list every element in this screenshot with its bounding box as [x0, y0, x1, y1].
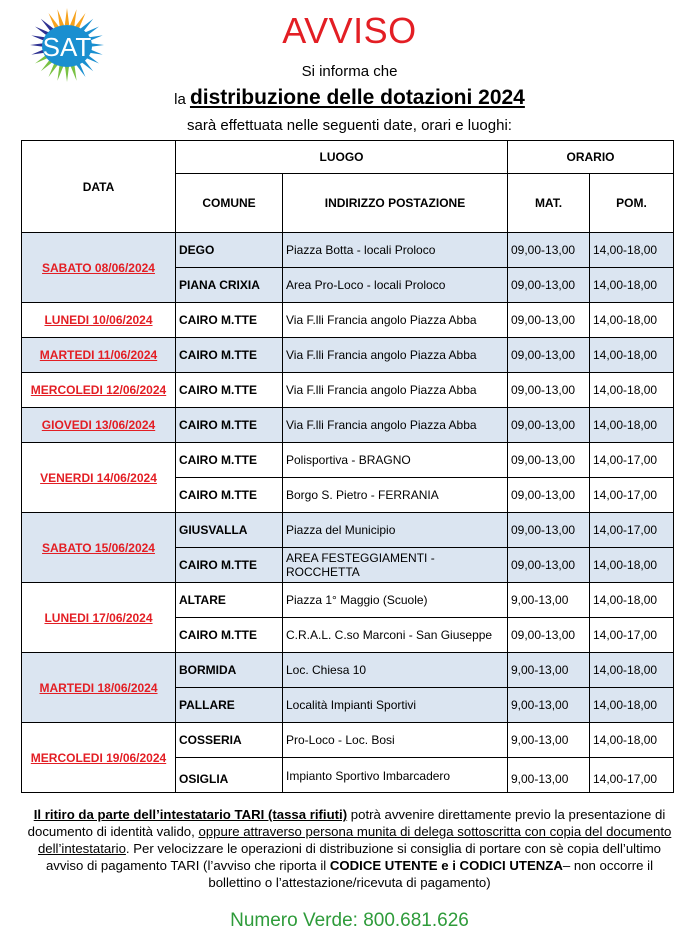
table-row — [22, 723, 674, 758]
date-cell: VENERDI 14/06/2024 — [22, 443, 176, 513]
mat-cell: 09,00-13,00 — [508, 548, 590, 583]
date-cell: LUNEDI 17/06/2024 — [22, 583, 176, 653]
footer-part-4: . Per velocizzare le operazioni di distribuzione si consiglia di portare con sè copia dell’ultimo avviso di pagamento TARI (l’avviso che riporta il — [45, 841, 662, 873]
mat-cell: 9,00-13,00 — [508, 583, 590, 618]
header-indirizzo: INDIRIZZO POSTAZIONE — [283, 174, 508, 233]
pom-cell: 14,00-18,00 — [590, 408, 674, 443]
footer-part-6: – non occorre il bollettino o l’attestazione/ricevuta di pagamento) — [208, 858, 654, 890]
date-cell: MARTEDI 18/06/2024 — [22, 653, 176, 723]
mat-cell: 9,00-13,00 — [508, 758, 590, 793]
numero-verde: Numero Verde: 800.681.626 — [230, 910, 469, 931]
table-row — [22, 443, 674, 478]
address-cell: Loc. Chiesa 10 — [283, 653, 508, 688]
mat-cell: 09,00-13,00 — [508, 233, 590, 268]
address-cell: C.R.A.L. C.so Marconi - San Giuseppe — [283, 618, 508, 653]
address-cell: Via F.lli Francia angolo Piazza Abba — [283, 408, 508, 443]
comune-cell: CAIRO M.TTE — [176, 478, 283, 513]
comune-cell: CAIRO M.TTE — [176, 443, 283, 478]
date-cell: MARTEDI 11/06/2024 — [22, 338, 176, 373]
page-title: AVVISO — [282, 10, 417, 51]
address-cell: Polisportiva - BRAGNO — [283, 443, 508, 478]
address-cell: Piazza 1° Maggio (Scuole) — [283, 583, 508, 618]
address-cell: Piazza Botta - locali Proloco — [283, 233, 508, 268]
schedule-table — [21, 140, 674, 793]
pom-cell: 14,00-18,00 — [590, 303, 674, 338]
intro-line-1: Si informa che — [301, 63, 398, 80]
table-row — [22, 338, 674, 373]
comune-cell: PALLARE — [176, 688, 283, 723]
mat-cell: 09,00-13,00 — [508, 338, 590, 373]
header-comune: COMUNE — [176, 174, 283, 233]
intro-line-3: sarà effettuata nelle seguenti date, orari e luoghi: — [187, 117, 512, 134]
mat-cell: 09,00-13,00 — [508, 478, 590, 513]
comune-cell: GIUSVALLA — [176, 513, 283, 548]
address-cell: Impianto Sportivo Imbarcadero — [283, 758, 508, 793]
footer-part-1: Il ritiro da parte dell’intestatario TARI (tassa rifiuti) — [33, 807, 348, 822]
footer-part-2: potrà avvenire direttamente previo la presentazione di documento di identità valido, — [27, 807, 666, 839]
mat-cell: 09,00-13,00 — [508, 303, 590, 338]
schedule-body — [22, 233, 674, 793]
table-row — [22, 303, 674, 338]
table-row — [22, 653, 674, 688]
address-cell: Pro-Loco - Loc. Bosi — [283, 723, 508, 758]
comune-cell: CAIRO M.TTE — [176, 373, 283, 408]
table-row — [22, 408, 674, 443]
mat-cell: 09,00-13,00 — [508, 513, 590, 548]
mat-cell: 9,00-13,00 — [508, 653, 590, 688]
pom-cell: 14,00-17,00 — [590, 443, 674, 478]
address-cell: Via F.lli Francia angolo Piazza Abba — [283, 338, 508, 373]
date-cell: GIOVEDI 13/06/2024 — [22, 408, 176, 443]
comune-cell: CAIRO M.TTE — [176, 618, 283, 653]
date-cell: SABATO 08/06/2024 — [22, 233, 176, 303]
footer-note — [20, 806, 679, 891]
comune-cell: PIANA CRIXIA — [176, 268, 283, 303]
mat-cell: 09,00-13,00 — [508, 618, 590, 653]
comune-cell: DEGO — [176, 233, 283, 268]
comune-cell: BORMIDA — [176, 653, 283, 688]
address-cell: Piazza del Municipio — [283, 513, 508, 548]
intro-line-2 — [0, 86, 699, 110]
pom-cell: 14,00-18,00 — [590, 373, 674, 408]
pom-cell: 14,00-18,00 — [590, 723, 674, 758]
pom-cell: 14,00-18,00 — [590, 688, 674, 723]
pom-cell: 14,00-18,00 — [590, 338, 674, 373]
comune-cell: ALTARE — [176, 583, 283, 618]
address-cell: Via F.lli Francia angolo Piazza Abba — [283, 303, 508, 338]
date-cell: MERCOLEDI 19/06/2024 — [22, 723, 176, 793]
intro-main-heading: distribuzione delle dotazioni 2024 — [189, 86, 525, 109]
address-cell: Area Pro-Loco - locali Proloco — [283, 268, 508, 303]
mat-cell: 9,00-13,00 — [508, 688, 590, 723]
footer-part-3: oppure attraverso persona munita di delega sottoscritta con copia del documento dell’intestatario — [37, 824, 672, 856]
footer-part-5: CODICE UTENTE e i CODICI UTENZA — [329, 858, 563, 873]
header-luogo: LUOGO — [176, 141, 508, 174]
header-pom: POM. — [590, 174, 674, 233]
pom-cell: 14,00-18,00 — [590, 583, 674, 618]
mat-cell: 09,00-13,00 — [508, 443, 590, 478]
pom-cell: 14,00-18,00 — [590, 233, 674, 268]
comune-cell: OSIGLIA — [176, 758, 283, 793]
pom-cell: 14,00-18,00 — [590, 653, 674, 688]
comune-cell: CAIRO M.TTE — [176, 303, 283, 338]
header-mat: MAT. — [508, 174, 590, 233]
date-cell: MERCOLEDI 12/06/2024 — [22, 373, 176, 408]
date-cell: SABATO 15/06/2024 — [22, 513, 176, 583]
address-cell: AREA FESTEGGIAMENTI - ROCCHETTA — [283, 548, 508, 583]
date-cell: LUNEDI 10/06/2024 — [22, 303, 176, 338]
pom-cell: 14,00-18,00 — [590, 268, 674, 303]
address-cell: Borgo S. Pietro - FERRANIA — [283, 478, 508, 513]
logo-text: SAT — [42, 32, 92, 62]
mat-cell: 09,00-13,00 — [508, 268, 590, 303]
address-cell: Via F.lli Francia angolo Piazza Abba — [283, 373, 508, 408]
mat-cell: 9,00-13,00 — [508, 723, 590, 758]
pom-cell: 14,00-17,00 — [590, 478, 674, 513]
mat-cell: 09,00-13,00 — [508, 373, 590, 408]
header-data: DATA — [22, 141, 176, 233]
pom-cell: 14,00-17,00 — [590, 513, 674, 548]
comune-cell: CAIRO M.TTE — [176, 408, 283, 443]
comune-cell: COSSERIA — [176, 723, 283, 758]
comune-cell: CAIRO M.TTE — [176, 338, 283, 373]
pom-cell: 14,00-17,00 — [590, 758, 674, 793]
mat-cell: 09,00-13,00 — [508, 408, 590, 443]
table-row — [22, 373, 674, 408]
table-row — [22, 583, 674, 618]
intro-prefix: la — [174, 91, 186, 108]
table-row — [22, 513, 674, 548]
header-orario: ORARIO — [508, 141, 674, 174]
address-cell: Località Impianti Sportivi — [283, 688, 508, 723]
pom-cell: 14,00-18,00 — [590, 548, 674, 583]
comune-cell: CAIRO M.TTE — [176, 548, 283, 583]
pom-cell: 14,00-17,00 — [590, 618, 674, 653]
table-row — [22, 233, 674, 268]
